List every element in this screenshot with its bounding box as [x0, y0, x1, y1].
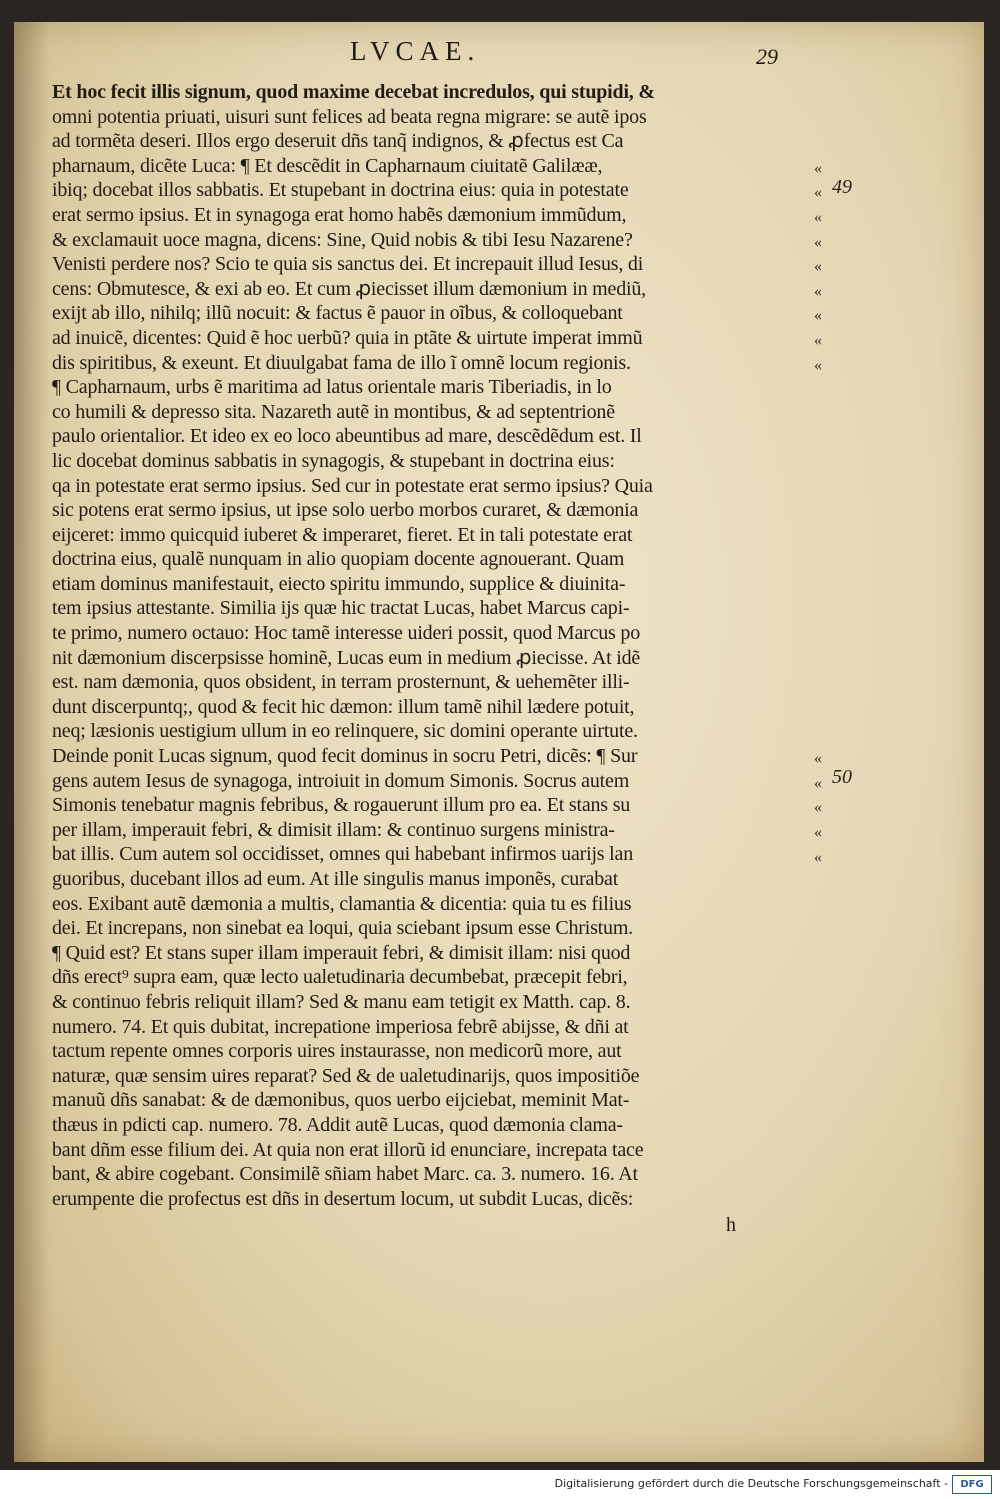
- text-line: bat illis. Cum autem sol occidisset, omnes qui habebant infirmos uarijs lan: [52, 843, 634, 866]
- text-line: & continuo febris reliquit illam? Sed & manu eam tetigit ex Matth. cap. 8.: [52, 990, 631, 1013]
- quote-mark: «: [814, 824, 822, 841]
- quote-mark: «: [814, 184, 822, 202]
- folio-number: 29: [756, 44, 778, 69]
- quote-mark: «: [814, 332, 822, 349]
- text-line: neq; læsionis uestigium ullum in eo relinquere, sic domini operante uirtute.: [52, 720, 638, 743]
- text-line: eijceret: immo quicquid iuberet & imperaret, fieret. Et in tali potestate erat: [52, 523, 633, 546]
- text-line: tactum repente omnes corporis uires instaurasse, non medicorũ more, aut: [52, 1040, 622, 1063]
- text-line: ad tormẽta deseri. Illos ergo deseruit dñs tanq̃ indignos, & ꝓfectus est Ca: [52, 130, 624, 153]
- text-line: etiam dominus manifestauit, eiecto spiritu immundo, supplice & diuinita-: [52, 572, 626, 595]
- text-line: & exclamauit uoce magna, dicens: Sine, Quid nobis & tibi Iesu Nazarene?: [52, 228, 633, 251]
- text-line: erumpente die profectus est dñs in desertum locum, ut subdit Lucas, dicẽs:: [52, 1187, 634, 1210]
- dfg-logo: DFG: [952, 1475, 992, 1494]
- text-line: eos. Exibant autẽ dæmonia a multis, clamantia & dicentia: quia tu es filius: [52, 892, 632, 915]
- catchword: h: [726, 1214, 736, 1236]
- text-line: exijt ab illo, nihilq; illũ nocuit: & factus ẽ pauor in oĩbus, & colloquebant: [52, 302, 623, 325]
- text-line: qa in potestate erat sermo ipsius. Sed cur in potestate erat sermo ipsius? Quia: [52, 474, 653, 497]
- quote-mark: «: [814, 159, 822, 177]
- quote-mark: «: [814, 774, 822, 792]
- text-line: ¶ Quid est? Et stans super illam imperauit febri, & dimisit illam: nisi quod: [52, 941, 631, 964]
- quote-mark: «: [814, 209, 822, 226]
- text-line: thæus in pdicti cap. numero. 78. Addit autẽ Lucas, quod dæmonia clama-: [52, 1113, 623, 1136]
- text-line: Simonis tenebatur magnis febribus, & rogauerunt illum pro ea. Et stans su: [52, 794, 631, 817]
- quote-mark: «: [814, 282, 822, 300]
- page-gutter-shadow: [14, 22, 50, 1462]
- text-line: tem ipsius attestante. Similia ijs quæ hic tractat Lucas, habet Marcus capi-: [52, 597, 630, 620]
- text-line: naturæ, quæ sensim uires reparat? Sed & de ualetudinarijs, quos impositiõe: [52, 1064, 640, 1087]
- text-line: doctrina eius, qualẽ nunquam in alio quopiam docente agnouerant. Quam: [52, 548, 625, 571]
- text-line: Deinde ponit Lucas signum, quod fecit dominus in socru Petri, dicẽs: ¶ Sur: [52, 745, 638, 768]
- text-line: bant, & abire cogebant. Consimilẽ sñiam habet Marc. ca. 3. numero. 16. At: [52, 1163, 638, 1186]
- running-head: LVCAE.: [350, 36, 481, 66]
- text-line: omni potentia priuati, uisuri sunt felices ad beata regna migrare: se autẽ ipos: [52, 105, 647, 128]
- text-line: est. nam dæmonia, quos obsident, in terram prosternunt, & uehemẽter illi-: [52, 671, 630, 694]
- text-line: cens: Obmutesce, & exi ab eo. Et cum ꝓiecisset illum dæmonium in mediũ,: [52, 277, 646, 300]
- text-line: Et hoc fecit illis signum, quod maxime decebat incredulos, qui stupidi, &: [52, 81, 655, 103]
- text-line: numero. 74. Et quis dubitat, increpatione imperiosa febrẽ abijsse, & dñi at: [52, 1015, 629, 1038]
- text-line: ibiq; docebat illos sabbatis. Et stupebant in doctrina eius: quia in potestate: [52, 179, 629, 202]
- quote-mark: «: [814, 848, 822, 866]
- quote-mark: «: [814, 799, 822, 817]
- text-line: Venisti perdere nos? Scio te quia sis sanctus dei. Et increpauit illud Iesus, di: [52, 253, 644, 276]
- text-line: manuũ dñs sanabat: & de dæmonibus, quos uerbo eijciebat, meminit Mat-: [52, 1089, 630, 1112]
- text-line: pharnaum, dicẽte Luca: ¶ Et descẽdit in Capharnaum ciuitatẽ Galilææ,: [52, 154, 603, 177]
- footer-bar: [0, 1470, 1000, 1499]
- quote-mark: «: [814, 258, 822, 276]
- margin-note-50: 50: [832, 766, 852, 788]
- text-line: per illam, imperauit febri, & dimisit illam: & continuo surgens ministra-: [52, 818, 615, 841]
- text-line: dis spiritibus, & exeunt. Et diuulgabat fama de illo ĩ omnẽ locum regionis.: [52, 351, 631, 374]
- text-line: dunt discerpuntq;, quod & fecit hic dæmon: illum tamẽ nihil lædere potuit,: [52, 695, 635, 718]
- text-line: gens autem Iesus de synagoga, introiuit in domum Simonis. Socrus autem: [52, 769, 630, 792]
- text-line: nit dæmonium discerpsisse hominẽ, Lucas eum in medium ꝓiecisse. At idẽ: [52, 646, 641, 669]
- text-line: paulo orientalior. Et ideo ex eo loco abeuntibus ad mare, descẽdẽdum est. Il: [52, 425, 642, 448]
- text-line: te primo, numero octauo: Hoc tamẽ interesse uideri possit, quod Marcus po: [52, 622, 641, 645]
- text-line: dei. Et increpans, non sinebat ea loqui, quia sciebant ipsum esse Christum.: [52, 917, 633, 940]
- margin-note-49: 49: [832, 176, 852, 198]
- text-line: lic docebat dominus sabbatis in synagogis, & stupebant in doctrina eius:: [52, 449, 615, 472]
- footer-credit: Digitalisierung gefördert durch die Deutsche Forschungsgemeinschaft -: [554, 1477, 948, 1490]
- text-line: guoribus, ducebant illos ad eum. At ille singulis manus imponẽs, curabat: [52, 868, 619, 890]
- text-line: ¶ Capharnaum, urbs ẽ maritima ad latus orientale maris Tiberiadis, in lo: [52, 376, 612, 399]
- text-line: dñs erect⁹ supra eam, quæ lecto ualetudinaria decumbebat, præcepit febri,: [52, 966, 628, 989]
- text-line: bant dñm esse filium dei. At quia non erat illorũ id enunciare, increpata tace: [52, 1138, 644, 1161]
- text-block: [52, 80, 792, 1211]
- text-line: co humili & depresso sita. Nazareth autẽ in montibus, & ad septentrionẽ: [52, 400, 615, 423]
- quote-mark: «: [814, 233, 822, 251]
- quote-mark: «: [814, 307, 822, 325]
- text-line: ad inuicẽ, dicentes: Quid ẽ hoc uerbũ? quia in ptãte & uirtute imperat immũ: [52, 326, 643, 349]
- text-line: sic potens erat sermo ipsius, ut ipse solo uerbo morbos curaret, & dæmonia: [52, 499, 639, 522]
- text-line: erat sermo ipsius. Et in synagoga erat homo habẽs dæmonium immũdum,: [52, 203, 627, 226]
- quote-mark: «: [814, 750, 822, 768]
- quote-mark: «: [814, 356, 822, 374]
